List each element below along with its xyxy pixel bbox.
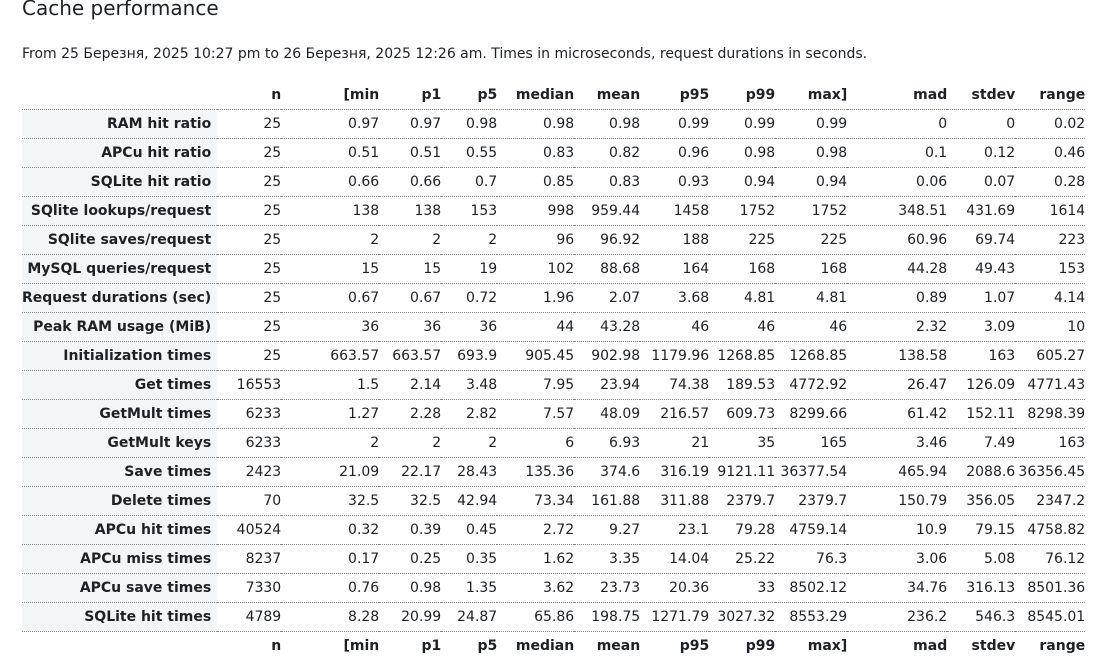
table-cell: 8.28 xyxy=(281,603,379,632)
table-cell: 168 xyxy=(775,255,847,284)
row-label: SQlite saves/request xyxy=(22,226,217,255)
table-cell: 0.55 xyxy=(441,139,497,168)
table-cell: 8501.36 xyxy=(1015,574,1085,603)
table-cell: 0.7 xyxy=(441,168,497,197)
table-header xyxy=(22,81,1085,110)
table-cell: 43.28 xyxy=(574,313,640,342)
table-cell: 1.27 xyxy=(281,400,379,429)
table-row xyxy=(22,458,1085,487)
table-cell: 2088.6 xyxy=(947,458,1015,487)
row-label: Initialization times xyxy=(22,342,217,371)
table-cell: 663.57 xyxy=(379,342,441,371)
table-cell: 225 xyxy=(775,226,847,255)
table-cell: 0.66 xyxy=(379,168,441,197)
table-cell: 25 xyxy=(217,255,281,284)
table-cell: 76.12 xyxy=(1015,545,1085,574)
table-cell: 36 xyxy=(379,313,441,342)
table-cell: 0.17 xyxy=(281,545,379,574)
table-cell: 25 xyxy=(217,168,281,197)
row-label: Delete times xyxy=(22,487,217,516)
table-cell: 135.36 xyxy=(497,458,574,487)
table-cell: 2379.7 xyxy=(709,487,775,516)
table-cell: 0.32 xyxy=(281,516,379,545)
column-header: p95 xyxy=(640,81,709,110)
table-cell: 0.85 xyxy=(497,168,574,197)
table-cell: 74.38 xyxy=(640,371,709,400)
table-cell: 1458 xyxy=(640,197,709,226)
table-cell: 0.83 xyxy=(574,168,640,197)
table-cell: 2.32 xyxy=(847,313,947,342)
table-cell: 236.2 xyxy=(847,603,947,632)
table-row xyxy=(22,516,1085,545)
table-cell: 1614 xyxy=(1015,197,1085,226)
table-cell: 25.22 xyxy=(709,545,775,574)
table-cell: 25 xyxy=(217,284,281,313)
row-label: MySQL queries/request xyxy=(22,255,217,284)
table-cell: 225 xyxy=(709,226,775,255)
row-label: Request durations (sec) xyxy=(22,284,217,313)
table-cell: 10.9 xyxy=(847,516,947,545)
table-cell: 36 xyxy=(281,313,379,342)
column-header: range xyxy=(1039,638,1086,655)
table-cell: 4772.92 xyxy=(775,371,847,400)
table-row xyxy=(22,400,1085,429)
table-cell: 609.73 xyxy=(709,400,775,429)
table-cell: 22.17 xyxy=(379,458,441,487)
table-footer xyxy=(22,632,1085,660)
column-header: p5 xyxy=(441,81,497,110)
table-cell: 32.5 xyxy=(379,487,441,516)
table-cell: 46 xyxy=(709,313,775,342)
table-cell: 61.42 xyxy=(847,400,947,429)
table-row xyxy=(22,487,1085,516)
table-cell: 6 xyxy=(497,429,574,458)
table-cell: 0.28 xyxy=(1015,168,1085,197)
table-cell: 374.6 xyxy=(574,458,640,487)
table-row xyxy=(22,255,1085,284)
table-cell: 6.93 xyxy=(574,429,640,458)
table-cell: 3.48 xyxy=(441,371,497,400)
table-cell: 0.94 xyxy=(709,168,775,197)
table-cell: 24.87 xyxy=(441,603,497,632)
table-cell: 0.76 xyxy=(281,574,379,603)
table-cell: 35 xyxy=(709,429,775,458)
table-cell: 0.93 xyxy=(640,168,709,197)
column-header: max] xyxy=(775,81,847,110)
table-row xyxy=(22,226,1085,255)
table-cell: 4.81 xyxy=(775,284,847,313)
page-title: Cache performance xyxy=(22,0,219,20)
table-cell: 69.74 xyxy=(947,226,1015,255)
table-cell: 153 xyxy=(441,197,497,226)
row-label: SQLite hit ratio xyxy=(22,168,217,197)
table-cell: 0.51 xyxy=(379,139,441,168)
corner-cell xyxy=(22,632,217,660)
table-row xyxy=(22,168,1085,197)
table-cell: 0.89 xyxy=(847,284,947,313)
table-cell: 0.12 xyxy=(947,139,1015,168)
row-label: APCu save times xyxy=(22,574,217,603)
table-cell: 25 xyxy=(217,110,281,139)
row-label: APCu hit ratio xyxy=(22,139,217,168)
row-label: APCu hit times xyxy=(22,516,217,545)
table-cell: 2.14 xyxy=(379,371,441,400)
table-cell: 431.69 xyxy=(947,197,1015,226)
table-cell: 36356.45 xyxy=(1015,458,1085,487)
table-cell: 311.88 xyxy=(640,487,709,516)
table-cell: 3.06 xyxy=(847,545,947,574)
table-cell: 3.35 xyxy=(574,545,640,574)
table-cell: 76.3 xyxy=(775,545,847,574)
table-cell: 356.05 xyxy=(947,487,1015,516)
table-cell: 153 xyxy=(1015,255,1085,284)
table-cell: 0.82 xyxy=(574,139,640,168)
table-cell: 2.82 xyxy=(441,400,497,429)
table-cell: 959.44 xyxy=(574,197,640,226)
row-label: Get times xyxy=(22,371,217,400)
table-cell: 138 xyxy=(379,197,441,226)
table-cell: 4.14 xyxy=(1015,284,1085,313)
table-cell: 48.09 xyxy=(574,400,640,429)
table-cell: 25 xyxy=(217,313,281,342)
table-cell: 316.19 xyxy=(640,458,709,487)
column-header: median xyxy=(515,638,575,655)
table-cell: 23.1 xyxy=(640,516,709,545)
table-cell: 21 xyxy=(640,429,709,458)
table-cell: 60.96 xyxy=(847,226,947,255)
table-cell: 0.98 xyxy=(379,574,441,603)
table-cell: 546.3 xyxy=(947,603,1015,632)
table-cell: 2 xyxy=(281,226,379,255)
column-header: median xyxy=(497,81,574,110)
column-header: p99 xyxy=(709,81,775,110)
table-cell: 15 xyxy=(379,255,441,284)
report-intro: From 25 Березня, 2025 10:27 pm to 26 Березня, 2025 12:26 am. Times in microseconds, request durations in seconds. xyxy=(22,46,868,62)
table-cell: 46 xyxy=(775,313,847,342)
table-cell: 32.5 xyxy=(281,487,379,516)
table-cell: 20.36 xyxy=(640,574,709,603)
footer-row xyxy=(22,632,1085,660)
column-header: n xyxy=(217,81,281,110)
table-cell: 0.98 xyxy=(441,110,497,139)
table-cell: 21.09 xyxy=(281,458,379,487)
table-cell: 1179.96 xyxy=(640,342,709,371)
table-cell: 152.11 xyxy=(947,400,1015,429)
table-cell: 0.72 xyxy=(441,284,497,313)
table-cell: 126.09 xyxy=(947,371,1015,400)
table-cell: 2.07 xyxy=(574,284,640,313)
table-cell: 223 xyxy=(1015,226,1085,255)
table-cell: 23.94 xyxy=(574,371,640,400)
table-cell: 96 xyxy=(497,226,574,255)
table-cell: 0.99 xyxy=(709,110,775,139)
table-cell: 0.99 xyxy=(640,110,709,139)
table-cell: 1.96 xyxy=(497,284,574,313)
header-row xyxy=(22,81,1085,110)
table-cell: 168 xyxy=(709,255,775,284)
table-row xyxy=(22,371,1085,400)
row-label: Peak RAM usage (MiB) xyxy=(22,313,217,342)
table-cell: 0.94 xyxy=(775,168,847,197)
column-header: stdev xyxy=(947,81,1015,110)
table-cell: 4789 xyxy=(217,603,281,632)
table-cell: 10 xyxy=(1015,313,1085,342)
table-cell: 3.46 xyxy=(847,429,947,458)
table-row xyxy=(22,342,1085,371)
table-cell: 96.92 xyxy=(574,226,640,255)
table-cell: 0.45 xyxy=(441,516,497,545)
table-cell: 25 xyxy=(217,197,281,226)
table-cell: 0.39 xyxy=(379,516,441,545)
table-cell: 0 xyxy=(847,110,947,139)
table-cell: 9.27 xyxy=(574,516,640,545)
table-row xyxy=(22,603,1085,632)
table-cell: 0.98 xyxy=(497,110,574,139)
table-cell: 2 xyxy=(441,226,497,255)
table-cell: 189.53 xyxy=(709,371,775,400)
table-cell: 44 xyxy=(497,313,574,342)
row-label: Save times xyxy=(22,458,217,487)
table-cell: 0.67 xyxy=(379,284,441,313)
table-cell: 25 xyxy=(217,342,281,371)
table-cell: 2347.2 xyxy=(1015,487,1085,516)
table-cell: 102 xyxy=(497,255,574,284)
row-label: RAM hit ratio xyxy=(22,110,217,139)
table-cell: 138.58 xyxy=(847,342,947,371)
table-row xyxy=(22,197,1085,226)
table-cell: 2 xyxy=(379,226,441,255)
table-cell: 7330 xyxy=(217,574,281,603)
table-cell: 0.51 xyxy=(281,139,379,168)
table-cell: 1.62 xyxy=(497,545,574,574)
table-cell: 3.68 xyxy=(640,284,709,313)
table-row xyxy=(22,139,1085,168)
table-cell: 0.96 xyxy=(640,139,709,168)
table-row xyxy=(22,545,1085,574)
column-header: mean xyxy=(574,81,640,110)
table-cell: 0.66 xyxy=(281,168,379,197)
table-cell: 0.02 xyxy=(1015,110,1085,139)
table-cell: 36377.54 xyxy=(775,458,847,487)
column-header: range xyxy=(1015,81,1085,110)
column-header: p95 xyxy=(679,638,710,655)
table-cell: 1.07 xyxy=(947,284,1015,313)
table-cell: 7.49 xyxy=(947,429,1015,458)
table-cell: 33 xyxy=(709,574,775,603)
table-cell: 14.04 xyxy=(640,545,709,574)
table-cell: 0.97 xyxy=(281,110,379,139)
table-cell: 8545.01 xyxy=(1015,603,1085,632)
table-cell: 2.72 xyxy=(497,516,574,545)
table-cell: 73.34 xyxy=(497,487,574,516)
column-header: [min xyxy=(281,81,379,110)
column-header: mean xyxy=(596,638,641,655)
table-cell: 348.51 xyxy=(847,197,947,226)
table-cell: 4758.82 xyxy=(1015,516,1085,545)
table-cell: 0.1 xyxy=(847,139,947,168)
table-cell: 3.62 xyxy=(497,574,574,603)
table-cell: 465.94 xyxy=(847,458,947,487)
table-cell: 65.86 xyxy=(497,603,574,632)
column-header: mad xyxy=(847,81,947,110)
table-cell: 2 xyxy=(379,429,441,458)
table-cell: 198.75 xyxy=(574,603,640,632)
table-cell: 188 xyxy=(640,226,709,255)
table-cell: 2 xyxy=(441,429,497,458)
table-cell: 25 xyxy=(217,226,281,255)
table-cell: 36 xyxy=(441,313,497,342)
table-cell: 138 xyxy=(281,197,379,226)
table-cell: 3027.32 xyxy=(709,603,775,632)
table-cell: 49.43 xyxy=(947,255,1015,284)
table-cell: 6233 xyxy=(217,429,281,458)
table-cell: 3.09 xyxy=(947,313,1015,342)
table-cell: 161.88 xyxy=(574,487,640,516)
table-row xyxy=(22,574,1085,603)
table-cell: 663.57 xyxy=(281,342,379,371)
table-cell: 216.57 xyxy=(640,400,709,429)
table-cell: 0.06 xyxy=(847,168,947,197)
table-cell: 164 xyxy=(640,255,709,284)
table-cell: 26.47 xyxy=(847,371,947,400)
table-cell: 25 xyxy=(217,139,281,168)
table-cell: 2379.7 xyxy=(775,487,847,516)
table-cell: 4.81 xyxy=(709,284,775,313)
table-cell: 4771.43 xyxy=(1015,371,1085,400)
table-cell: 905.45 xyxy=(497,342,574,371)
table-cell: 1752 xyxy=(709,197,775,226)
table-cell: 165 xyxy=(775,429,847,458)
table-cell: 0.35 xyxy=(441,545,497,574)
table-cell: 46 xyxy=(640,313,709,342)
table-cell: 0.98 xyxy=(709,139,775,168)
table-cell: 1.35 xyxy=(441,574,497,603)
column-header: stdev xyxy=(971,638,1016,655)
row-label: SQLite hit times xyxy=(22,603,217,632)
table-cell: 7.95 xyxy=(497,371,574,400)
table-cell: 20.99 xyxy=(379,603,441,632)
table-cell: 0.99 xyxy=(775,110,847,139)
column-header: max] xyxy=(807,638,848,655)
table-cell: 8299.66 xyxy=(775,400,847,429)
table-cell: 44.28 xyxy=(847,255,947,284)
column-header: p1 xyxy=(421,638,442,655)
table-cell: 6233 xyxy=(217,400,281,429)
table-cell: 8237 xyxy=(217,545,281,574)
table-cell: 4759.14 xyxy=(775,516,847,545)
table-cell: 2423 xyxy=(217,458,281,487)
table-cell: 0.98 xyxy=(574,110,640,139)
table-cell: 2 xyxy=(281,429,379,458)
table-cell: 2.28 xyxy=(379,400,441,429)
table-cell: 16553 xyxy=(217,371,281,400)
column-header: n xyxy=(271,638,282,655)
table-row xyxy=(22,284,1085,313)
table-cell: 5.08 xyxy=(947,545,1015,574)
column-header: p99 xyxy=(745,638,776,655)
table-cell: 316.13 xyxy=(947,574,1015,603)
table-cell: 0.97 xyxy=(379,110,441,139)
table-cell: 0.98 xyxy=(775,139,847,168)
table-cell: 19 xyxy=(441,255,497,284)
table-cell: 163 xyxy=(947,342,1015,371)
table-cell: 0.25 xyxy=(379,545,441,574)
table-cell: 0.46 xyxy=(1015,139,1085,168)
table-cell: 1752 xyxy=(775,197,847,226)
table-row xyxy=(22,429,1085,458)
table-cell: 7.57 xyxy=(497,400,574,429)
table-cell: 15 xyxy=(281,255,379,284)
table-cell: 28.43 xyxy=(441,458,497,487)
table-cell: 1268.85 xyxy=(709,342,775,371)
table-cell: 163 xyxy=(1015,429,1085,458)
table-body xyxy=(22,110,1085,632)
table-cell: 150.79 xyxy=(847,487,947,516)
table-cell: 79.28 xyxy=(709,516,775,545)
row-label: SQlite lookups/request xyxy=(22,197,217,226)
cache-performance-table xyxy=(22,81,1085,660)
row-label: GetMult times xyxy=(22,400,217,429)
table-cell: 8553.29 xyxy=(775,603,847,632)
row-label: GetMult keys xyxy=(22,429,217,458)
table-cell: 1.5 xyxy=(281,371,379,400)
column-header: p1 xyxy=(379,81,441,110)
column-header: mad xyxy=(913,638,948,655)
table-cell: 0.83 xyxy=(497,139,574,168)
table-cell: 605.27 xyxy=(1015,342,1085,371)
table-cell: 0.07 xyxy=(947,168,1015,197)
table-cell: 70 xyxy=(217,487,281,516)
table-cell: 0.67 xyxy=(281,284,379,313)
table-cell: 1271.79 xyxy=(640,603,709,632)
table-cell: 79.15 xyxy=(947,516,1015,545)
table-cell: 0 xyxy=(947,110,1015,139)
column-header: p5 xyxy=(477,638,498,655)
table-cell: 9121.11 xyxy=(709,458,775,487)
table-row xyxy=(22,313,1085,342)
corner-cell xyxy=(22,81,217,110)
table-cell: 42.94 xyxy=(441,487,497,516)
table-cell: 998 xyxy=(497,197,574,226)
column-header: [min xyxy=(343,638,380,655)
table-cell: 40524 xyxy=(217,516,281,545)
table-cell: 902.98 xyxy=(574,342,640,371)
table-cell: 88.68 xyxy=(574,255,640,284)
table-cell: 23.73 xyxy=(574,574,640,603)
table-cell: 1268.85 xyxy=(775,342,847,371)
table-cell: 8502.12 xyxy=(775,574,847,603)
table-cell: 8298.39 xyxy=(1015,400,1085,429)
table-cell: 34.76 xyxy=(847,574,947,603)
table-row xyxy=(22,110,1085,139)
table-cell: 693.9 xyxy=(441,342,497,371)
row-label: APCu miss times xyxy=(22,545,217,574)
